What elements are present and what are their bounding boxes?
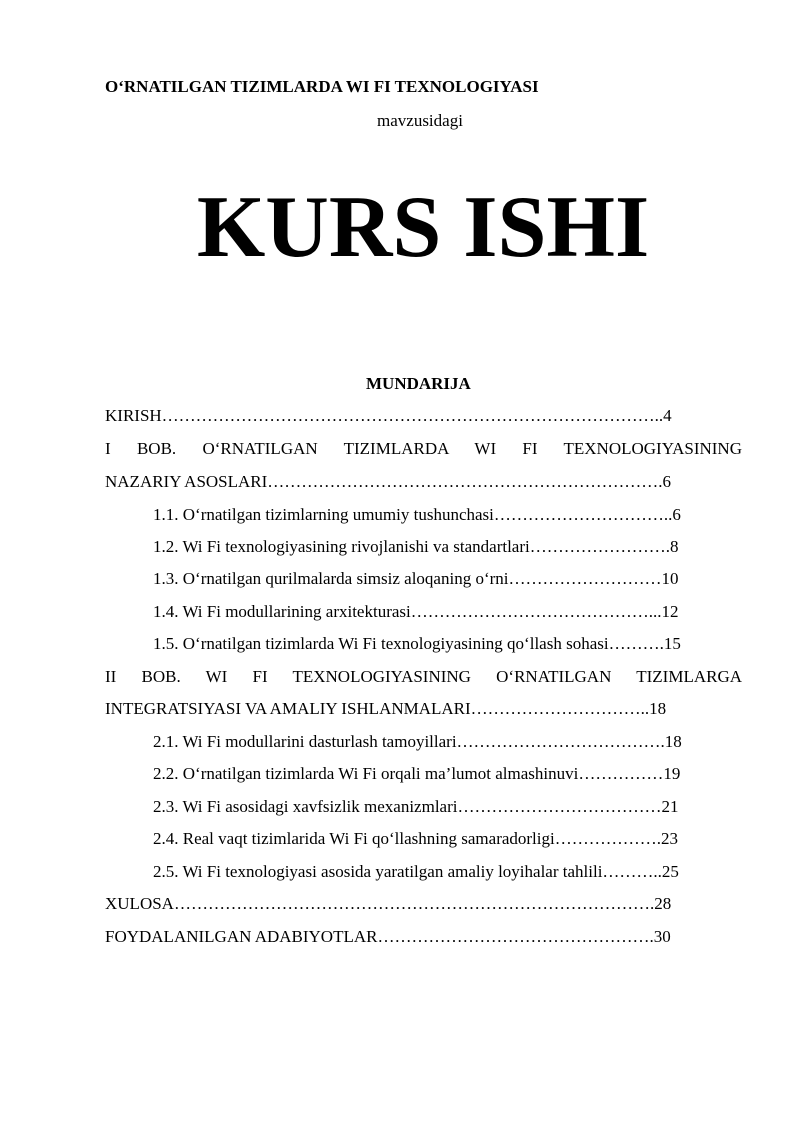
toc-entry-chapter-1-cont: NAZARIY ASOSLARI…………………………………………………………….6 (105, 472, 672, 491)
toc-entry-kirish: KIRISH……………………………………………………………………………..4 (105, 406, 672, 425)
topic-subtitle: mavzusidagi (377, 111, 463, 130)
toc-entry-2-3: 2.3. Wi Fi asosidagi xavfsizlik mexanizmlari………………………………21 (153, 797, 679, 816)
toc-entry-1-1: 1.1. O‘rnatilgan tizimlarning umumiy tushunchasi…………………………..6 (153, 505, 681, 524)
page-title: KURS ISHI (196, 179, 650, 276)
toc-entry-1-5: 1.5. O‘rnatilgan tizimlarda Wi Fi texnologiyasining qo‘llash sohasi……….15 (153, 634, 681, 653)
toc-entry-2-2: 2.2. O‘rnatilgan tizimlarda Wi Fi orqali ma’lumot almashinuvi……………19 (153, 764, 681, 783)
toc-entry-1-3: 1.3. O‘rnatilgan qurilmalarda simsiz aloqaning o‘rni………………………10 (153, 569, 679, 588)
toc-entry-2-1: 2.1. Wi Fi modullarini dasturlash tamoyillari……………………………….18 (153, 732, 682, 751)
toc-entry-chapter-2: II BOB. WI FI TEXNOLOGIYASINING O‘RNATILGAN TIZIMLARGA (105, 667, 742, 686)
toc-entry-chapter-1: I BOB. O‘RNATILGAN TIZIMLARDA WI FI TEXNOLOGIYASINING (105, 439, 742, 458)
toc-entry-1-2: 1.2. Wi Fi texnologiyasining rivojlanishi va standartlari…………………….8 (153, 537, 679, 556)
toc-entry-2-5: 2.5. Wi Fi texnologiyasi asosida yaratilgan amaliy loyihalar tahlili………..25 (153, 862, 679, 881)
topic-heading: O‘RNATILGAN TIZIMLARDA WI FI TEXNOLOGIYASI (105, 77, 539, 96)
toc-entry-2-4: 2.4. Real vaqt tizimlarida Wi Fi qo‘llashning samaradorligi……………….23 (153, 829, 678, 848)
toc-entry-xulosa: XULOSA………………………………………………………………………….28 (105, 894, 672, 913)
toc-entry-1-4: 1.4. Wi Fi modullarining arxitekturasi……………………………………...12 (153, 602, 679, 621)
toc-entry-chapter-2-cont: INTEGRATSIYASI VA AMALIY ISHLANMALARI…………………………..18 (105, 699, 667, 718)
toc-title: MUNDARIJA (366, 374, 471, 393)
toc-entry-adabiyotlar: FOYDALANILGAN ADABIYOTLAR………………………………………….30 (105, 927, 671, 946)
